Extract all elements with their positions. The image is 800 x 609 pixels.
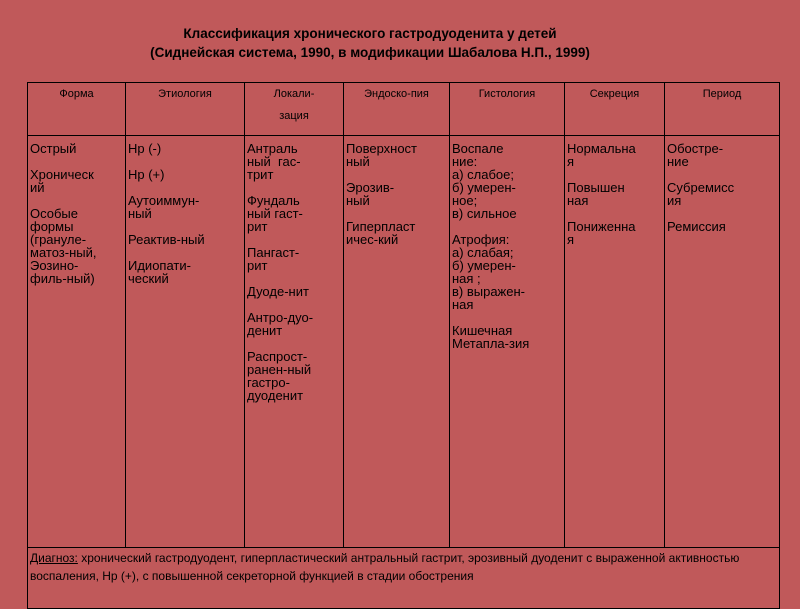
cell-line: трит [247,167,274,182]
cell-line: денит [247,323,283,338]
cell-line: (грануле- [30,232,87,247]
diagnosis-text: хронический гастродуодент, гиперпластический антральный гастрит, эрозивный дуоденит с выраженной активностью воспаления, Hp (+), с повышенной секреторной функцией в стадии обострения [30,551,740,583]
classification-table [27,82,780,609]
header-form: Форма [28,83,126,136]
cell-line: Поверхност [346,141,418,156]
cell-line: ный гас- [247,154,301,169]
cell-line: в) выражен- [452,284,525,299]
cell-line: Антраль [247,141,298,156]
cell-line: ние: [452,154,478,169]
cell-line: Распрост- [247,349,308,364]
cell-form [28,136,126,548]
cell-line: Острый [30,141,77,156]
cell-line: ный [346,193,370,208]
cell-line: Кишечная [452,323,513,338]
cell-line: ческий [128,271,169,286]
cell-histology [450,136,565,548]
cell-line: ная ; [452,271,481,286]
cell-line: Реактив-ный [128,232,205,247]
slide-title [60,24,680,62]
cell-line: я [567,232,575,247]
header-endoscopy: Эндоско-пия [344,83,450,136]
cell-line: Hp (-) [128,141,162,156]
cell-line: Гиперпласт [346,219,416,234]
cell-line: а) слабое; [452,167,515,182]
cell-line: Воспале [452,141,504,156]
cell-line: Ремиссия [667,219,726,234]
header-row [28,83,780,136]
cell-line: Метапла-зия [452,336,530,351]
cell-line: ное; [452,193,478,208]
header-etiology: Этиология [126,83,245,136]
cell-line: рит [247,219,268,234]
cell-line: Дуоде-нит [247,284,309,299]
cell-line: ный [346,154,370,169]
cell-line: дуоденит [247,388,304,403]
cell-line: формы [30,219,74,234]
cell-line: ный [128,206,152,221]
cell-line: ия [667,193,682,208]
cell-line: ная [452,297,474,312]
cell-line: ранен-ный [247,362,312,377]
diagnosis-cell [28,548,780,609]
cell-line: а) слабая; [452,245,514,260]
cell-line: Фундаль [247,193,300,208]
diagnosis-row [28,548,780,609]
title-line-1: Классификация хронического гастродуоденита у детей [183,26,557,41]
cell-line: Нормальна [567,141,636,156]
cell-line: Эрозив- [346,180,395,195]
cell-line: Пангаст- [247,245,300,260]
cell-etiology [126,136,245,548]
content-row [28,136,780,548]
cell-line: ный гаст- [247,206,303,221]
cell-line: филь-ный) [30,271,95,286]
cell-line: Пониженна [567,219,636,234]
cell-secretion [565,136,665,548]
cell-line: в) сильное [452,206,517,221]
header-period: Период [665,83,780,136]
cell-line: Идиопати- [128,258,191,273]
cell-line: ние [667,154,689,169]
cell-line: ная [567,193,589,208]
cell-line: Обостре- [667,141,724,156]
diagnosis-label: Диагноз: [30,551,78,565]
title-line-2: (Сиднейская система, 1990, в модификации Шабалова Н.П., 1999) [150,45,590,60]
cell-endoscopy [344,136,450,548]
header-histology: Гистология [450,83,565,136]
cell-period [665,136,780,548]
cell-line: матоз-ный, [30,245,97,260]
cell-line: Hp (+) [128,167,165,182]
cell-line: рит [247,258,268,273]
cell-line: ий [30,180,45,195]
header-secretion: Секреция [565,83,665,136]
cell-line: я [567,154,575,169]
cell-line: гастро- [247,375,290,390]
cell-line: Повышен [567,180,625,195]
cell-line: Аутоиммун- [128,193,200,208]
cell-line: Хроническ [30,167,94,182]
cell-line: Эозино- [30,258,79,273]
cell-line: б) умерен- [452,258,516,273]
cell-line: Особые [30,206,79,221]
header-localization [245,83,344,136]
cell-localization [245,136,344,548]
cell-line: Субремисс [667,180,735,195]
cell-line: ичес-кий [346,232,399,247]
cell-line: Атрофия: [452,232,510,247]
cell-line: Антро-дуо- [247,310,314,325]
cell-line: б) умерен- [452,180,516,195]
header-localization-text: Локали- зация [273,88,315,122]
